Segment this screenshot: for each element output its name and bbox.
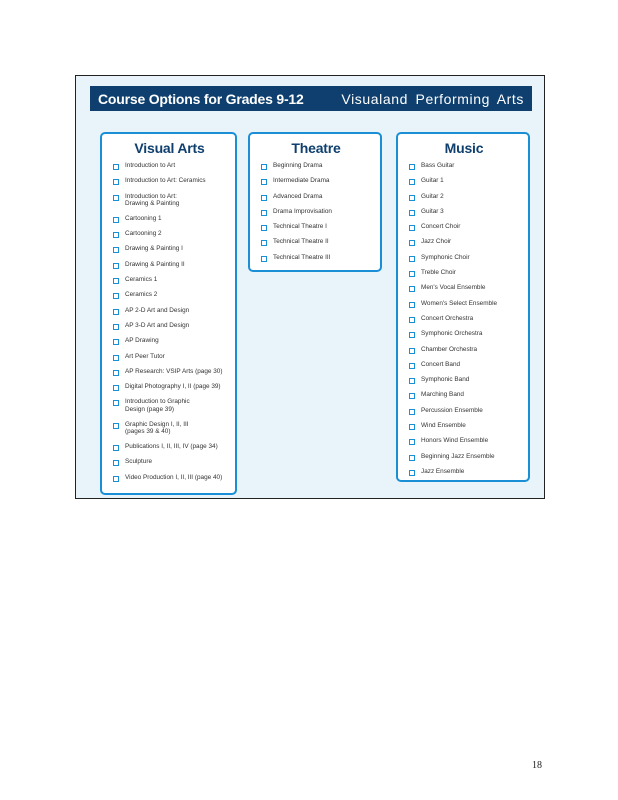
checkbox-square-icon [261, 179, 267, 185]
course-item [112, 322, 227, 330]
course-label: Men's Vocal Ensemble [421, 284, 486, 292]
checkbox-square-icon [409, 363, 415, 369]
checkbox-square-icon [113, 445, 119, 451]
course-item [408, 269, 520, 277]
course-item [408, 346, 520, 354]
course-label: Symphonic Band [421, 376, 470, 384]
checkbox-square-icon [261, 210, 267, 216]
course-item [408, 422, 520, 430]
checkbox-square-icon [409, 317, 415, 323]
course-item [408, 177, 520, 185]
course-label: Treble Choir [421, 269, 456, 277]
music-heading: Music [444, 140, 484, 156]
checkbox-square-icon [409, 393, 415, 399]
course-item [112, 398, 227, 413]
course-label: Women's Select Ensemble [421, 299, 498, 307]
checkbox-square-icon [261, 164, 267, 170]
course-item [408, 315, 520, 323]
checkbox-square-icon [113, 293, 119, 299]
course-label: Guitar 1 [421, 177, 444, 185]
course-label: Introduction to Art [125, 162, 176, 169]
visual-arts-heading: Visual Arts [134, 140, 205, 156]
course-label: Percussion Ensemble [421, 406, 483, 414]
theatre-list [260, 162, 372, 262]
course-item [260, 223, 372, 231]
course-label: AP 3-D Art and Design [125, 321, 190, 329]
course-item [408, 254, 520, 262]
course-label: Introduction to Art: Drawing & Painting [125, 192, 180, 208]
course-item [408, 238, 520, 246]
checkbox-square-icon [113, 164, 119, 170]
course-label: Intermediate Drama [273, 177, 330, 185]
course-item [408, 391, 520, 399]
course-label: Guitar 2 [421, 192, 444, 200]
course-item [112, 337, 227, 345]
checkbox-square-icon [113, 400, 119, 406]
course-label: Cartooning 2 [125, 230, 162, 238]
course-item [408, 284, 520, 292]
course-item [408, 330, 520, 338]
course-item [408, 453, 520, 461]
checkbox-square-icon [261, 256, 267, 262]
course-label: Ceramics 1 [125, 276, 158, 284]
title-banner [90, 86, 532, 111]
course-item [112, 458, 227, 466]
checkbox-square-icon [113, 355, 119, 361]
course-item [408, 468, 520, 476]
course-label: Technical Theatre II [273, 238, 329, 246]
course-item [112, 193, 227, 208]
course-label: AP 2-D Art and Design [125, 306, 190, 314]
music-column [396, 132, 530, 482]
course-label: Guitar 3 [421, 207, 444, 215]
course-label: Concert Choir [421, 223, 461, 231]
checkbox-square-icon [409, 164, 415, 170]
checkbox-square-icon [409, 271, 415, 277]
course-item [112, 443, 227, 451]
course-item [112, 162, 227, 170]
checkbox-square-icon [113, 339, 119, 345]
course-item [260, 254, 372, 262]
checkbox-square-icon [409, 470, 415, 476]
course-label: Art Peer Tutor [125, 352, 165, 360]
course-item [260, 177, 372, 185]
course-label: Symphonic Orchestra [421, 330, 483, 338]
course-label: Jazz Ensemble [421, 467, 465, 475]
course-item [112, 368, 227, 376]
course-item [112, 383, 227, 391]
checkbox-square-icon [409, 256, 415, 262]
course-item [112, 421, 227, 436]
theatre-column [248, 132, 382, 272]
theatre-heading: Theatre [291, 140, 341, 156]
course-item [260, 238, 372, 246]
course-label: Beginning Jazz Ensemble [421, 452, 495, 460]
course-item [260, 193, 372, 201]
course-label: Marching Band [421, 391, 464, 399]
checkbox-square-icon [409, 240, 415, 246]
course-item [408, 223, 520, 231]
checkbox-square-icon [409, 179, 415, 185]
course-item [112, 474, 227, 482]
course-label: Cartooning 1 [125, 214, 162, 222]
checkbox-square-icon [113, 460, 119, 466]
music-list [408, 162, 520, 476]
checkbox-square-icon [113, 423, 119, 429]
course-label: Wind Ensemble [421, 422, 466, 430]
course-label: Introduction to Graphic Design (page 39) [125, 398, 190, 413]
checkbox-square-icon [409, 210, 415, 216]
course-label: Concert Orchestra [421, 314, 474, 322]
course-label: Jazz Choir [421, 238, 452, 246]
checkbox-square-icon [113, 309, 119, 315]
course-item [408, 193, 520, 201]
course-item [408, 208, 520, 216]
checkbox-square-icon [409, 439, 415, 445]
checkbox-square-icon [261, 225, 267, 231]
checkbox-square-icon [261, 195, 267, 201]
checkbox-square-icon [409, 455, 415, 461]
course-label: Symphonic Choir [421, 253, 470, 261]
checkbox-square-icon [409, 409, 415, 415]
page-number: 18 [532, 760, 542, 771]
course-item [112, 177, 227, 185]
course-label: AP Research: VSIP Arts (page 30) [125, 367, 223, 375]
banner-title: Course Options for Grades 9-12 [98, 90, 304, 107]
course-label: Drawing & Painting I [125, 245, 183, 253]
checkbox-square-icon [113, 324, 119, 330]
checkbox-square-icon [113, 385, 119, 391]
checkbox-square-icon [409, 348, 415, 354]
course-item [408, 376, 520, 384]
course-label: Technical Theatre I [273, 223, 327, 231]
course-label: Chamber Orchestra [421, 345, 478, 353]
course-label: Technical Theatre III [273, 253, 331, 261]
course-item [112, 215, 227, 223]
visual-arts-column [100, 132, 237, 495]
course-item [408, 407, 520, 415]
checkbox-square-icon [113, 476, 119, 482]
course-item [112, 353, 227, 361]
course-item [112, 261, 227, 269]
course-item [408, 162, 520, 170]
course-item [112, 276, 227, 284]
course-label: Beginning Drama [273, 162, 323, 169]
checkbox-square-icon [113, 217, 119, 223]
course-label: Honors Wind Ensemble [421, 437, 489, 445]
checkbox-square-icon [409, 424, 415, 430]
course-label: AP Drawing [125, 337, 159, 345]
checkbox-square-icon [113, 278, 119, 284]
course-item [408, 361, 520, 369]
checkbox-square-icon [409, 302, 415, 308]
course-item [112, 230, 227, 238]
checkbox-square-icon [113, 232, 119, 238]
checkbox-square-icon [409, 225, 415, 231]
course-item [112, 291, 227, 299]
course-item [112, 307, 227, 315]
course-label: Introduction to Art: Ceramics [125, 177, 206, 185]
banner-subtitle: Visualand Performing Arts [341, 90, 524, 107]
course-item [260, 208, 372, 216]
course-label: Drama Improvisation [273, 207, 332, 215]
course-label: Publications I, II, III, IV (page 34) [125, 443, 218, 451]
course-label: Ceramics 2 [125, 291, 158, 299]
course-item [112, 245, 227, 253]
course-label: Video Production I, II, III (page 40) [125, 473, 223, 481]
checkbox-square-icon [113, 179, 119, 185]
course-item [260, 162, 372, 170]
course-label: Advanced Drama [273, 192, 323, 200]
checkbox-square-icon [409, 332, 415, 338]
course-item [408, 437, 520, 445]
checkbox-square-icon [409, 378, 415, 384]
checkbox-square-icon [113, 195, 119, 201]
checkbox-square-icon [113, 247, 119, 253]
course-item [408, 300, 520, 308]
course-label: Concert Band [421, 360, 461, 368]
course-label: Bass Guitar [421, 162, 455, 169]
checkbox-square-icon [113, 263, 119, 269]
course-label: Digital Photography I, II (page 39) [125, 383, 221, 391]
course-label: Graphic Design I, II, III (pages 39 & 40) [125, 420, 189, 436]
checkbox-square-icon [113, 370, 119, 376]
course-label: Drawing & Painting II [125, 260, 185, 268]
course-options-panel [75, 75, 545, 499]
checkbox-square-icon [409, 195, 415, 201]
visual-arts-list [112, 162, 227, 482]
checkbox-square-icon [409, 286, 415, 292]
checkbox-square-icon [261, 240, 267, 246]
course-label: Sculpture [125, 458, 152, 466]
